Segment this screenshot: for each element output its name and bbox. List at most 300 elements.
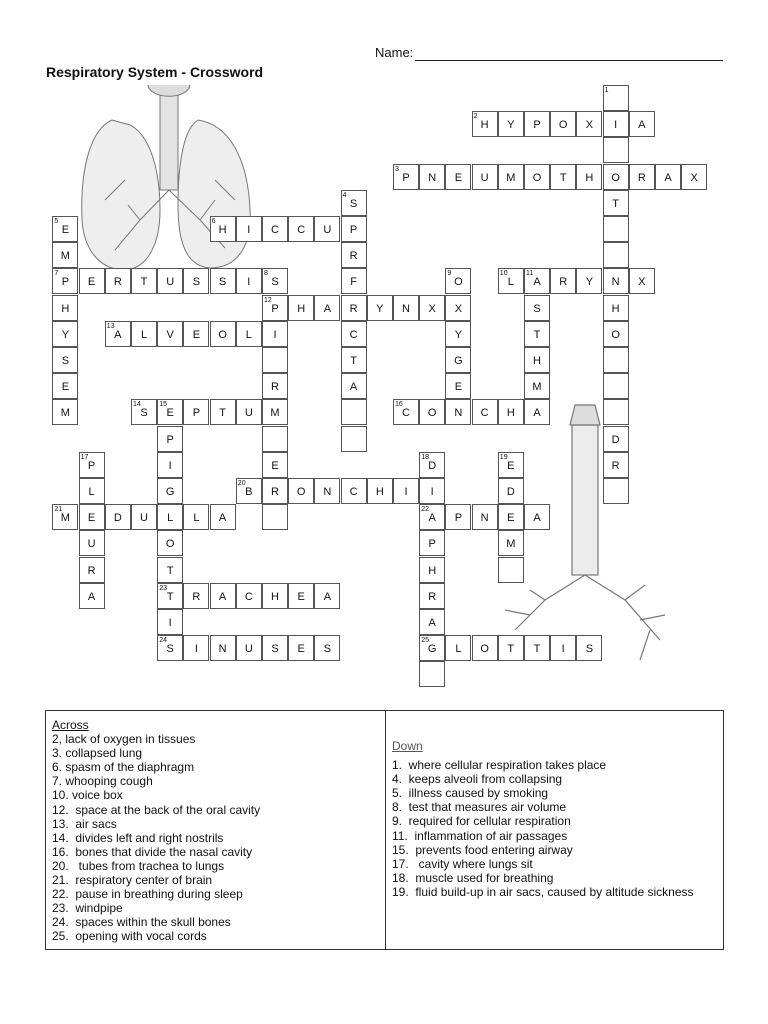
- cell-letter: L: [507, 276, 514, 289]
- crossword-cell[interactable]: [419, 399, 445, 425]
- cell-letter: S: [533, 302, 541, 315]
- crossword-cell[interactable]: [445, 399, 471, 425]
- crossword-cell[interactable]: [393, 295, 419, 321]
- clue-number: 20: [237, 480, 246, 487]
- crossword-cell[interactable]: [52, 242, 78, 268]
- cell-letter: N: [480, 512, 489, 525]
- cell-letter: R: [349, 250, 358, 263]
- crossword-cell[interactable]: [341, 399, 367, 425]
- across-clue: 25. opening with vocal cords: [52, 929, 207, 944]
- cell-letter: A: [533, 276, 541, 289]
- cell-letter: X: [638, 276, 646, 289]
- cell-letter: H: [533, 355, 541, 367]
- cell-letter: L: [193, 512, 200, 525]
- crossword-cell[interactable]: [314, 216, 340, 242]
- crossword-cell[interactable]: [183, 321, 209, 347]
- cell-letter: O: [611, 328, 620, 341]
- crossword-cell[interactable]: [262, 583, 288, 609]
- crossword-cell[interactable]: [183, 268, 209, 294]
- crossword-cell[interactable]: [524, 164, 550, 190]
- cell-letter: A: [323, 302, 332, 315]
- cell-letter: E: [454, 171, 463, 184]
- crossword-cell[interactable]: [341, 478, 367, 504]
- crossword-cell[interactable]: [498, 164, 524, 190]
- crossword-cell[interactable]: [341, 242, 367, 268]
- crossword-cell[interactable]: [236, 399, 262, 425]
- crossword-cell[interactable]: [131, 399, 157, 425]
- cell-letter: S: [323, 643, 332, 656]
- cell-letter: N: [611, 276, 620, 289]
- crossword-cell[interactable]: [524, 347, 550, 373]
- crossword-cell[interactable]: [498, 557, 524, 583]
- crossword-cell[interactable]: [445, 347, 471, 373]
- crossword-cell[interactable]: [419, 164, 445, 190]
- crossword-cell[interactable]: [550, 635, 576, 661]
- across-clue: 10. voice box: [52, 788, 123, 803]
- cell-letter: C: [480, 407, 489, 420]
- crossword-cell[interactable]: [367, 478, 393, 504]
- crossword-cell[interactable]: [576, 268, 602, 294]
- crossword-cell[interactable]: [603, 85, 629, 111]
- cell-letter: I: [194, 643, 198, 656]
- cell-letter: O: [611, 171, 620, 184]
- crossword-cell[interactable]: [314, 635, 340, 661]
- across-clue: 14. divides left and right nostrils: [52, 830, 224, 845]
- crossword-cell[interactable]: [472, 399, 498, 425]
- cell-letter: R: [192, 590, 201, 603]
- crossword-cell[interactable]: [603, 452, 629, 478]
- crossword-cell[interactable]: [524, 373, 550, 399]
- crossword-cell[interactable]: [262, 268, 288, 294]
- cell-letter: G: [165, 486, 175, 498]
- crossword-cell[interactable]: [524, 111, 550, 137]
- crossword-cell[interactable]: [157, 635, 183, 661]
- cell-letter: E: [507, 512, 515, 525]
- crossword-cell[interactable]: [236, 635, 262, 661]
- cell-letter: E: [271, 459, 279, 472]
- crossword-cell[interactable]: [288, 295, 314, 321]
- cell-letter: D: [611, 433, 620, 446]
- crossword-cell[interactable]: [550, 268, 576, 294]
- crossword-cell[interactable]: [341, 426, 367, 452]
- crossword-cell[interactable]: [393, 478, 419, 504]
- crossword-cell[interactable]: [419, 661, 445, 687]
- crossword-cell[interactable]: [341, 321, 367, 347]
- cell-letter: E: [87, 512, 96, 525]
- crossword-cell[interactable]: [262, 426, 288, 452]
- crossword-cell[interactable]: [105, 268, 131, 294]
- crossword-cell[interactable]: [524, 504, 550, 530]
- crossword-cell[interactable]: [603, 478, 629, 504]
- cell-letter: H: [428, 564, 437, 577]
- cell-letter: A: [349, 381, 358, 394]
- crossword-cell[interactable]: [131, 504, 157, 530]
- crossword-cell[interactable]: [341, 347, 367, 373]
- crossword-cell[interactable]: [550, 111, 576, 137]
- cell-letter: Y: [454, 328, 463, 341]
- crossword-cell[interactable]: [419, 452, 445, 478]
- cell-letter: P: [166, 433, 174, 446]
- cell-letter: N: [218, 643, 227, 656]
- crossword-cell[interactable]: [183, 635, 209, 661]
- clue-number: 5: [54, 218, 59, 225]
- crossword-cell[interactable]: [524, 399, 550, 425]
- crossword-cell[interactable]: [341, 190, 367, 216]
- crossword-cell[interactable]: [183, 504, 209, 530]
- cell-letter: U: [140, 512, 148, 525]
- crossword-cell[interactable]: [603, 295, 629, 321]
- cell-letter: P: [454, 512, 463, 525]
- crossword-cell[interactable]: [52, 504, 78, 530]
- cell-letter: I: [430, 486, 434, 498]
- clue-divider: [385, 711, 386, 949]
- crossword-cell[interactable]: [210, 583, 236, 609]
- crossword-cell[interactable]: [603, 426, 629, 452]
- crossword-cell[interactable]: [157, 321, 183, 347]
- crossword-cell[interactable]: [498, 452, 524, 478]
- crossword-cell[interactable]: [288, 635, 314, 661]
- crossword-cell[interactable]: [603, 216, 629, 242]
- cell-letter: R: [349, 302, 358, 315]
- cell-letter: S: [218, 276, 227, 289]
- cell-letter: R: [559, 276, 568, 289]
- cell-letter: P: [428, 538, 436, 551]
- crossword-cell[interactable]: [419, 583, 445, 609]
- crossword-cell[interactable]: [236, 216, 262, 242]
- clue-number: 18: [421, 453, 429, 461]
- cell-letter: G: [427, 643, 437, 656]
- crossword-cell[interactable]: [472, 635, 498, 661]
- across-clue: 21. respiratory center of brain: [52, 873, 213, 888]
- crossword-cell[interactable]: [183, 583, 209, 609]
- crossword-cell[interactable]: [472, 111, 498, 137]
- clue-number: 9: [447, 270, 452, 278]
- cell-letter: C: [271, 224, 279, 236]
- crossword-cell[interactable]: [603, 268, 629, 294]
- crossword-cell[interactable]: [236, 268, 262, 294]
- crossword-cell[interactable]: [288, 583, 314, 609]
- crossword-cell[interactable]: [79, 583, 105, 609]
- clue-number: 21: [54, 506, 63, 514]
- crossword-cell[interactable]: [603, 347, 629, 373]
- crossword-cell[interactable]: [262, 399, 288, 425]
- cell-letter: E: [87, 276, 96, 289]
- crossword-cell[interactable]: [210, 399, 236, 425]
- cell-letter: P: [349, 224, 358, 236]
- cell-letter: L: [167, 512, 174, 525]
- crossword-cell[interactable]: [157, 478, 183, 504]
- crossword-cell[interactable]: [210, 268, 236, 294]
- across-clue: 20. tubes from trachea to lungs: [52, 858, 225, 873]
- clue-number: 3: [395, 165, 399, 173]
- crossword-cell[interactable]: [419, 504, 445, 530]
- crossword-cell[interactable]: [79, 530, 105, 556]
- crossword-cell[interactable]: [105, 504, 131, 530]
- crossword-cell[interactable]: [445, 635, 471, 661]
- crossword-cell[interactable]: [445, 321, 471, 347]
- cell-letter: U: [244, 407, 253, 420]
- crossword-cell[interactable]: [419, 557, 445, 583]
- crossword-cell[interactable]: [262, 478, 288, 504]
- cell-letter: M: [60, 407, 70, 420]
- cell-letter: I: [168, 459, 172, 472]
- crossword-cell[interactable]: [603, 242, 629, 268]
- crossword-cell[interactable]: [52, 216, 78, 242]
- crossword-cell[interactable]: [629, 111, 655, 137]
- crossword-cell[interactable]: [393, 399, 419, 425]
- clue-number: 19: [499, 453, 508, 461]
- cell-letter: A: [218, 512, 227, 525]
- crossword-cell[interactable]: [52, 399, 78, 425]
- crossword-cell[interactable]: [603, 164, 629, 190]
- crossword-cell[interactable]: [681, 164, 707, 190]
- crossword-cell[interactable]: [393, 164, 419, 190]
- crossword-cell[interactable]: [445, 164, 471, 190]
- crossword-cell[interactable]: [498, 635, 524, 661]
- crossword-cell[interactable]: [472, 164, 498, 190]
- cell-letter: L: [88, 486, 95, 498]
- across-clue: 24. spaces within the skull bones: [52, 915, 231, 930]
- crossword-cell[interactable]: [52, 268, 78, 294]
- crossword-cell[interactable]: [498, 111, 524, 137]
- crossword-cell[interactable]: [603, 321, 629, 347]
- crossword-cell[interactable]: [419, 478, 445, 504]
- across-clues: [52, 718, 382, 944]
- crossword-cell[interactable]: [79, 452, 105, 478]
- cell-letter: B: [245, 486, 253, 498]
- clue-number: 2: [473, 113, 478, 121]
- crossword-cell[interactable]: [341, 373, 367, 399]
- crossword-cell[interactable]: [262, 373, 288, 399]
- cell-letter: G: [454, 355, 463, 367]
- cell-letter: O: [427, 407, 437, 420]
- crossword-cell[interactable]: [603, 399, 629, 425]
- crossword-cell[interactable]: [157, 452, 183, 478]
- crossword-cell[interactable]: [262, 295, 288, 321]
- crossword-cell[interactable]: [210, 216, 236, 242]
- crossword-cell[interactable]: [157, 609, 183, 635]
- crossword-cell[interactable]: [131, 268, 157, 294]
- across-clue: 16. bones that divide the nasal cavity: [52, 844, 253, 859]
- crossword-cell[interactable]: [52, 295, 78, 321]
- crossword-cell[interactable]: [183, 399, 209, 425]
- crossword-cell[interactable]: [157, 583, 183, 609]
- crossword-cell[interactable]: [262, 635, 288, 661]
- down-clue: 17. cavity where lungs sit: [392, 856, 533, 871]
- crossword-cell[interactable]: [603, 373, 629, 399]
- cell-letter: E: [454, 381, 463, 394]
- crossword-cell[interactable]: [498, 399, 524, 425]
- crossword-cell[interactable]: [629, 164, 655, 190]
- cell-letter: N: [323, 486, 332, 498]
- cell-letter: T: [219, 407, 226, 420]
- crossword-cell[interactable]: [524, 268, 550, 294]
- crossword-cell[interactable]: [629, 268, 655, 294]
- cell-letter: O: [296, 486, 306, 498]
- crossword-cell[interactable]: [157, 557, 183, 583]
- cell-letter: M: [270, 407, 280, 420]
- crossword-cell[interactable]: [52, 373, 78, 399]
- across-clue: 22. pause in breathing during sleep: [52, 887, 243, 902]
- crossword-cell[interactable]: [288, 216, 314, 242]
- cell-letter: S: [140, 407, 148, 420]
- cell-letter: H: [585, 171, 594, 184]
- crossword-cell[interactable]: [262, 452, 288, 478]
- crossword-cell[interactable]: [655, 164, 681, 190]
- cell-letter: X: [690, 171, 698, 184]
- cell-letter: T: [140, 276, 148, 289]
- cell-letter: A: [323, 590, 332, 603]
- cell-letter: N: [428, 171, 437, 184]
- cell-letter: H: [297, 302, 306, 315]
- crossword-cell[interactable]: [524, 321, 550, 347]
- down-heading: Down: [392, 739, 423, 753]
- crossword-cell[interactable]: [524, 295, 550, 321]
- cell-letter: A: [533, 512, 541, 525]
- crossword-cell[interactable]: [445, 295, 471, 321]
- cell-letter: C: [349, 328, 358, 341]
- crossword-cell[interactable]: [157, 530, 183, 556]
- cell-letter: I: [168, 617, 172, 629]
- cell-letter: V: [166, 328, 174, 341]
- crossword-cell[interactable]: [498, 268, 524, 294]
- cell-letter: P: [61, 276, 70, 289]
- clue-number: 4: [342, 191, 347, 199]
- down-clue: 4. keeps alveoli from collapsing: [392, 772, 563, 787]
- cell-letter: E: [507, 459, 515, 472]
- clue-number: 7: [54, 270, 59, 278]
- crossword-cell[interactable]: [498, 504, 524, 530]
- cell-letter: E: [166, 407, 174, 420]
- cell-letter: H: [61, 302, 70, 315]
- cell-letter: A: [428, 617, 436, 629]
- cell-letter: R: [611, 459, 620, 472]
- cell-letter: H: [506, 407, 515, 420]
- crossword-cell[interactable]: [445, 268, 471, 294]
- crossword-cell[interactable]: [341, 268, 367, 294]
- cell-letter: R: [271, 381, 279, 394]
- down-clue: 5. illness caused by smoking: [392, 786, 549, 801]
- cell-letter: M: [60, 250, 70, 263]
- crossword-cell[interactable]: [210, 321, 236, 347]
- clue-number: 8: [264, 270, 268, 278]
- cell-letter: S: [271, 643, 279, 656]
- clue-number: 11: [526, 270, 534, 278]
- crossword-cell[interactable]: [603, 137, 629, 163]
- crossword-cell[interactable]: [603, 190, 629, 216]
- cell-letter: C: [297, 224, 306, 236]
- cell-letter: H: [611, 302, 620, 315]
- down-clues: [392, 739, 722, 899]
- crossword-cell[interactable]: [341, 295, 367, 321]
- crossword-cell[interactable]: [445, 504, 471, 530]
- cell-letter: E: [297, 590, 305, 603]
- cell-letter: A: [664, 171, 672, 184]
- crossword-cell[interactable]: [52, 347, 78, 373]
- crossword-cell[interactable]: [79, 478, 105, 504]
- cell-letter: F: [350, 276, 357, 289]
- crossword-cell[interactable]: [262, 216, 288, 242]
- crossword-cell[interactable]: [445, 373, 471, 399]
- crossword-cell[interactable]: [576, 635, 602, 661]
- crossword-cell[interactable]: [210, 635, 236, 661]
- crossword-cell[interactable]: [157, 268, 183, 294]
- cell-letter: O: [218, 328, 227, 341]
- crossword-cell[interactable]: [210, 504, 236, 530]
- cell-letter: R: [271, 486, 279, 498]
- crossword-cell[interactable]: [341, 216, 367, 242]
- crossword-cell[interactable]: [419, 609, 445, 635]
- crossword-cell[interactable]: [262, 504, 288, 530]
- crossword-cell[interactable]: [157, 399, 183, 425]
- crossword-cell[interactable]: [472, 504, 498, 530]
- crossword-cell[interactable]: [419, 635, 445, 661]
- crossword-cell[interactable]: [236, 478, 262, 504]
- crossword-cell[interactable]: [603, 111, 629, 137]
- cell-letter: M: [532, 381, 542, 394]
- crossword-cell[interactable]: [288, 478, 314, 504]
- cell-letter: O: [165, 538, 175, 551]
- cell-letter: A: [218, 590, 227, 603]
- clue-number: 15: [159, 401, 167, 409]
- crossword-cell[interactable]: [314, 583, 340, 609]
- cell-letter: E: [297, 643, 305, 656]
- cell-letter: D: [113, 512, 122, 525]
- down-clue: 11. inflammation of air passages: [392, 828, 568, 843]
- crossword-cell[interactable]: [105, 321, 131, 347]
- cell-letter: N: [454, 407, 463, 420]
- crossword-cell[interactable]: [367, 295, 393, 321]
- cell-letter: I: [614, 119, 618, 132]
- cell-letter: O: [454, 276, 463, 289]
- cell-letter: I: [404, 486, 408, 498]
- crossword-cell[interactable]: [524, 635, 550, 661]
- crossword-cell[interactable]: [576, 111, 602, 137]
- crossword-cell[interactable]: [131, 321, 157, 347]
- cell-letter: H: [271, 590, 279, 603]
- crossword-cell[interactable]: [52, 321, 78, 347]
- crossword-cell[interactable]: [157, 426, 183, 452]
- crossword-cell[interactable]: [314, 478, 340, 504]
- crossword-cell[interactable]: [419, 295, 445, 321]
- cell-letter: E: [61, 224, 70, 236]
- down-clue: 9. required for cellular respiration: [392, 814, 571, 829]
- crossword-cell[interactable]: [314, 295, 340, 321]
- crossword-cell[interactable]: [550, 164, 576, 190]
- cell-letter: I: [561, 643, 565, 656]
- crossword-cell[interactable]: [236, 583, 262, 609]
- cell-letter: M: [60, 512, 70, 525]
- crossword-cell[interactable]: [79, 557, 105, 583]
- crossword-cell[interactable]: [157, 504, 183, 530]
- cell-letter: Y: [61, 328, 70, 341]
- crossword-cell[interactable]: [79, 504, 105, 530]
- cell-letter: Y: [376, 302, 384, 315]
- clue-number: 12: [264, 296, 272, 304]
- crossword-cell[interactable]: [236, 321, 262, 347]
- crossword-cell[interactable]: [262, 347, 288, 373]
- crossword-cell[interactable]: [262, 321, 288, 347]
- cell-letter: X: [585, 119, 594, 132]
- crossword-cell[interactable]: [498, 478, 524, 504]
- cell-letter: P: [402, 171, 410, 184]
- crossword-cell[interactable]: [498, 530, 524, 556]
- crossword-cell[interactable]: [79, 268, 105, 294]
- crossword-cell[interactable]: [419, 530, 445, 556]
- crossword-cell[interactable]: [576, 164, 602, 190]
- down-clue: 18. muscle used for breathing: [392, 870, 554, 885]
- cell-letter: O: [532, 171, 542, 184]
